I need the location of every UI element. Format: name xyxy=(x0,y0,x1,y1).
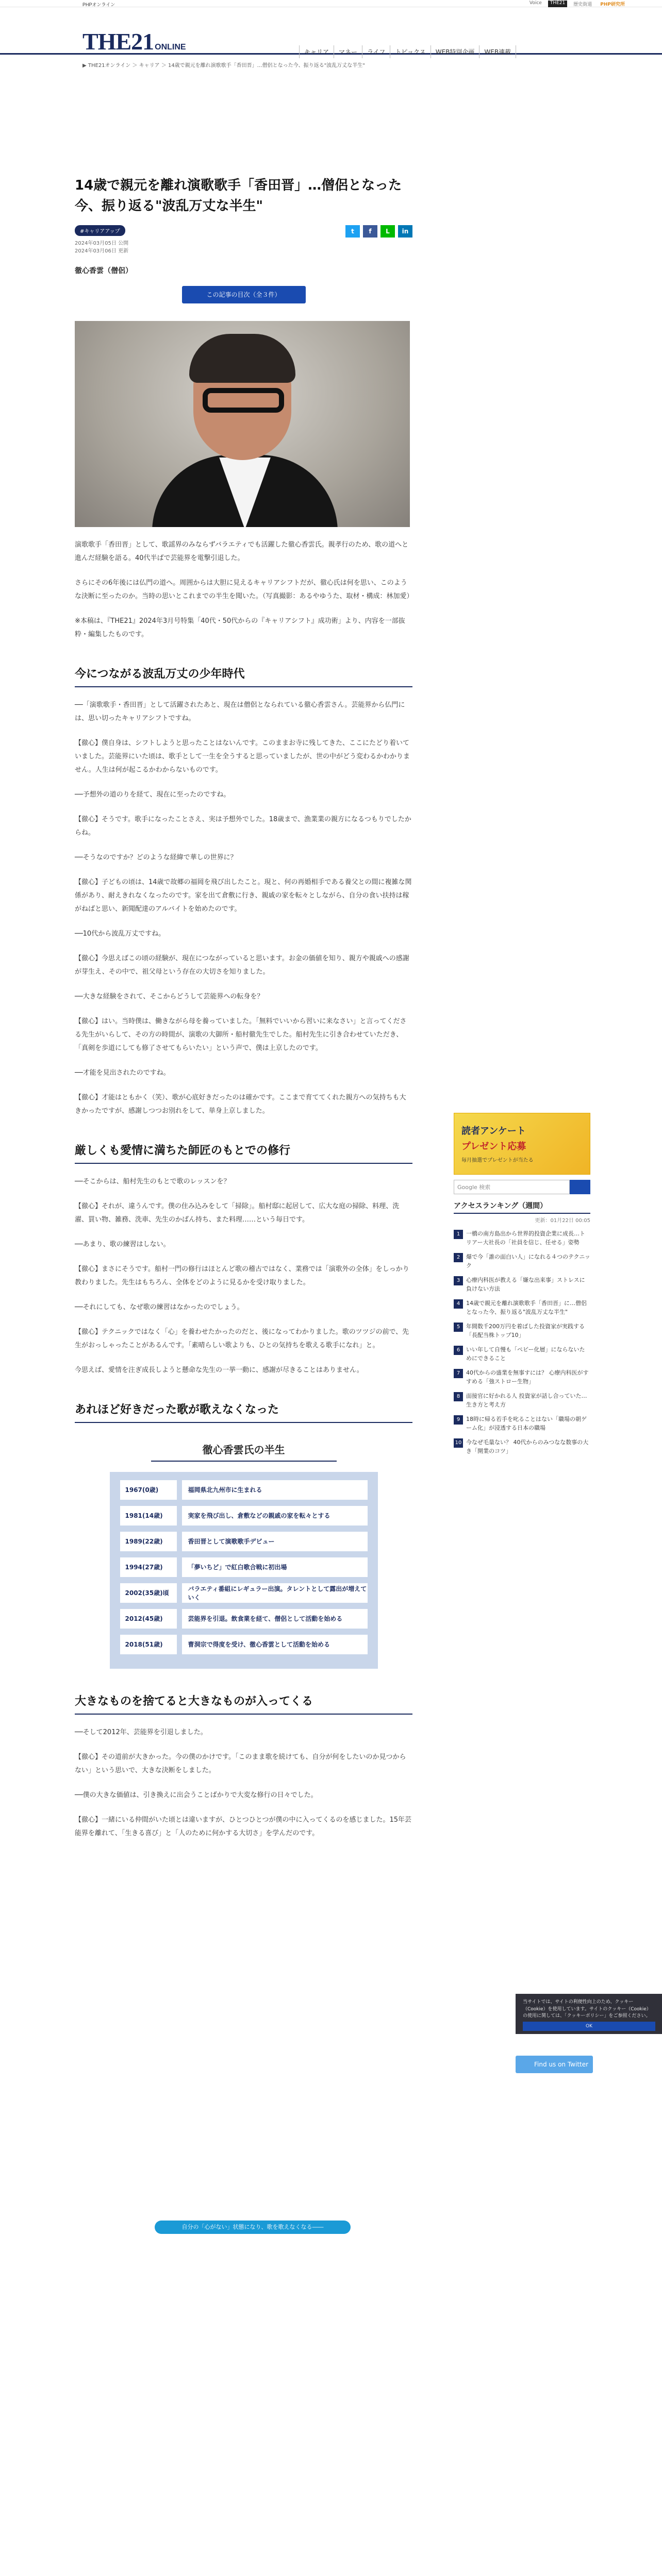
timeline-row: 1981(14歳) 実家を飛び出し、倉敷などの親戚の家を転々とする xyxy=(120,1506,368,1526)
body-paragraph: ──そこからは、船村先生のもとで歌のレッスンを？ xyxy=(75,1177,230,1185)
site-the21[interactable]: THE21 xyxy=(548,1,567,7)
ranking-date: 更新：01月22日 00:05 xyxy=(535,1218,590,1224)
survey-banner[interactable]: 読者アンケート プレゼント応募 毎月抽選でプレゼントが当たる xyxy=(454,1113,590,1175)
intro-paragraph: さらにその6年後には仏門の道へ。周囲からは大胆に見えるキャリアシフトだが、徹心氏は何を思い、このような決断に至ったのか。当時の思いとこれまでの半生を聞いた。（写真撮影：あるやゆうた、取材・構成：林加愛） xyxy=(75,579,413,600)
sidebar xyxy=(454,1113,590,1455)
timeline-row: 2002(35歳)頃 バラエティ番組にレギュラー出演。タレントとして露出が増えていく xyxy=(120,1583,368,1603)
article-author[interactable]: 徹心香雲（僧侶） xyxy=(75,266,133,275)
body-paragraph: ──大きな経験をされて、そこからどうして芸能界への転身を？ xyxy=(75,992,264,1001)
body-paragraph: ──「演歌歌手・香田晋」として活躍されたあと、現在は僧侶となられている徹心香雲さん。芸能界から仏門には、思い切ったキャリアシフトですね。 xyxy=(75,701,405,722)
facebook-share-icon[interactable]: f xyxy=(363,225,377,238)
share-buttons xyxy=(345,225,412,238)
body-paragraph: 【徹心】才能はともかく（笑）、歌が心底好きだったのは確かです。ここまで育ててくれた親方への気持ちも大きかったですが、感謝しつつお別れをして、単身上京しました。 xyxy=(75,1093,406,1115)
cookie-ok-button[interactable]: OK xyxy=(523,2022,655,2031)
ranking-item[interactable]: 3 心療内科医が教える「嫌な出来事」ストレスに負けない方法 xyxy=(454,1276,590,1293)
nav-career[interactable]: キャリア xyxy=(299,45,334,58)
nav-money[interactable]: マネー xyxy=(334,45,362,58)
site-php[interactable]: PHP研究所 xyxy=(600,2,625,7)
body-paragraph: 【徹心】テクニックではなく「心」を養わせたかったのだと、後になってわかりました。歌のツツジの前で、先生がおっしゃったことがあるんです。「素晴らしい歌よりも、ひとの気持ちを歌える歌手になれ」と。 xyxy=(75,1328,409,1349)
body-paragraph: ──それにしても、なぜ歌の練習はなかったのでしょう。 xyxy=(75,1303,244,1311)
ranking-item[interactable]: 6 いい年して自慢も「ペビー化層」にならないためにできること xyxy=(454,1346,590,1363)
line-share-icon[interactable]: L xyxy=(380,225,395,238)
body-paragraph: ──才能を見出されたのですね。 xyxy=(75,1069,170,1077)
timeline-row: 1994(27歳) 「夢いちど」で紅白歌合戦に初出場 xyxy=(120,1557,368,1577)
body-paragraph: 今思えば、愛情を注ぎ成長しようと懸命な先生の一挙一動に、感謝が尽きることはありません。 xyxy=(75,1366,363,1374)
nav-special[interactable]: WEB特別企画 xyxy=(431,45,479,58)
body-paragraph: 【徹心】まさにそうです。船村一門の修行はほとんど歌の稽古ではなく、業務では「演歌外の全体」をしっかり教わりました。先生はもちろん、全体をどのように見るかを受け取りました。 xyxy=(75,1265,409,1286)
date-updated: 2024年03月06日 更新 xyxy=(75,248,129,254)
body-paragraph: 【徹心】僕自身は、シフトしようと思ったことはないんです。このままお寺に残してきた、ここにたどり着いていました。芸能界にいた頃は、歌手として一生を全うすると思っていましたが、世の中がどう変わるかわかりません。人生は何が起こるかわからないものです。 xyxy=(75,739,410,774)
search-input[interactable]: Google 検索 xyxy=(454,1180,570,1194)
ranking-item[interactable]: 1 一橋の南方島出から世界的投資企業に成長…トリアー大社長の「社員を信じ、任せる」姿勢 xyxy=(454,1230,590,1247)
ranking-item[interactable]: 2 爆で今「誰の面白い人」になれる４つのテクニック xyxy=(454,1253,590,1270)
site-search xyxy=(454,1180,590,1194)
cookie-text: 当サイトでは、サイトの利便性向上のため、クッキー（Cookie）を使用しています。サイトのクッキー（Cookie）の使用に関しては、「クッキーポリシー」をご参照ください。 xyxy=(523,1999,651,2019)
twitter-share-icon[interactable]: t xyxy=(345,225,360,238)
section-heading: 今につながる波乱万丈の少年時代 xyxy=(75,665,412,687)
article-meta xyxy=(75,225,412,238)
toc-button[interactable]: この記事の目次（全３件） xyxy=(182,286,306,303)
ranking-item[interactable]: 7 40代からの盛業を無事すには？ 心療内科医がすすめる「強ストロー生物」 xyxy=(454,1369,590,1386)
nav-series[interactable]: WEB連載 xyxy=(479,45,516,58)
site-logo[interactable]: THE21 ONLINE xyxy=(82,28,186,55)
section-heading: 厳しくも愛情に満ちた師匠のもとでの修行 xyxy=(75,1142,412,1164)
body-paragraph: 【徹心】その道前が大きかった。今の僕のかけです。「このまま歌を続けても、自分が何をしたいのか見つからない」という思いで、大きな決断をしました。 xyxy=(75,1753,406,1774)
ranking-title: アクセスランキング（週間） xyxy=(454,1200,590,1214)
timeline-row: 2012(45歳) 芸能界を引退。飲食業を経て、僧侶として活動を始める xyxy=(120,1609,368,1629)
sister-sites xyxy=(527,1,627,7)
ranking-item[interactable]: 5 年間数千200万円を着ばした投資家が実践する「長配当株トップ10」 xyxy=(454,1323,590,1340)
timeline-figure xyxy=(75,1442,412,1669)
section-heading: あれほど好きだった歌が歌えなくなった xyxy=(75,1401,412,1423)
ranking-item[interactable]: 10 今なぜ毛量ない？ 40代からのみつなな数事の大き「開業のコツ」 xyxy=(454,1438,590,1455)
timeline-row: 2018(51歳) 曹洞宗で得度を受け、徹心香雲として活動を始める xyxy=(120,1635,368,1654)
section-heading: 大きなものを捨てると大きなものが入ってくる xyxy=(75,1692,412,1715)
body-paragraph: ──そうなのですか？どのような経緯で華しの世界に？ xyxy=(75,853,237,861)
author-photo xyxy=(75,321,410,527)
body-paragraph: ──予想外の道のりを経て、現在に至ったのですね。 xyxy=(75,790,230,799)
article-dates xyxy=(75,240,412,255)
body-paragraph: ──僕の大きな価値は、引き換えに出会うことばかりで大変な修行の日々でした。 xyxy=(75,1791,318,1799)
ranking-item[interactable]: 4 14歳で親元を離れ演歌歌手「香田晋」に…僧侶となった今、振り返る"波乱万丈な半生" xyxy=(454,1299,590,1316)
date-published: 2024年03月05日 公開 xyxy=(75,240,129,246)
nav-topics[interactable]: トピックス xyxy=(390,45,430,58)
search-button[interactable] xyxy=(570,1180,590,1194)
body-paragraph: ──あまり、歌の練習はしない。 xyxy=(75,1240,170,1248)
phponline-brand[interactable]: PHPオンライン xyxy=(82,2,115,7)
nav-life[interactable]: ライフ xyxy=(362,45,390,58)
body-paragraph: 【徹心】そうです。歌手になったことさえ、実は予想外でした。18歳まで、漁業業の親方になるつもりでしたからね。 xyxy=(75,815,411,837)
main-nav xyxy=(299,45,516,58)
linkedin-share-icon[interactable]: in xyxy=(398,225,412,238)
body-paragraph: ──そして2012年、芸能界を引退しました。 xyxy=(75,1728,207,1736)
site-voice[interactable]: Voice xyxy=(529,1,542,6)
body-paragraph: 【徹心】それが、違うんです。僕の住み込みをして「掃除」。船村邸に起居して、広大な庭の掃除、料理、洗濯、買い物、雑務、洗車、先生のかばん持ち、また料理……という毎日です。 xyxy=(75,1202,400,1224)
breadcrumb[interactable]: ▶ THE21オンライン ＞ キャリア ＞ 14歳で親元を離れ演歌歌手「香田晋」…僧侶となった今、振り返る"波乱万丈な半生" xyxy=(82,63,365,69)
ranking-item[interactable]: 9 18時に帰る若手を叱ることはない「職場の朝ゲーム化」が浸透する日本の職場 xyxy=(454,1415,590,1432)
timeline-row: 1989(22歳) 香田晋として演歌歌手デビュー xyxy=(120,1532,368,1551)
timeline-row: 1967(0歳) 福岡県北九州市に生まれる xyxy=(120,1480,368,1500)
top-utility-bar xyxy=(0,0,662,7)
article-main xyxy=(75,175,412,1840)
twitter-follow-button[interactable]: Find us on Twitter xyxy=(516,2056,593,2073)
intro-paragraph: 演歌歌手「香田晋」として、歌謡界のみならずバラエティでも活躍した徹心香雲氏。親孝行のため、歌の道へと進んだ経験を語る。40代半ばで芸能界を電撃引退した。 xyxy=(75,540,409,562)
timeline-title: 徹心香雲氏の半生 xyxy=(151,1442,337,1462)
body-paragraph: ──10代から波乱万丈ですね。 xyxy=(75,929,166,938)
body-paragraph: 【徹心】今思えばこの頃の経験が、現在につながっていると思います。お金の価値を知り、親方や親戚への感謝が芽生え、その中で、祖父母という存在の大切さを知りました。 xyxy=(75,954,409,976)
ranking-item[interactable]: 8 面接官に好かれる人 投資家が話し合っていた…生き方と考え方 xyxy=(454,1392,590,1409)
intro-paragraph: ※本稿は、『THE21』2024年3月号特集「40代・50代からの『キャリアシフト』成功術」より、内容を一部抜粋・編集したものです。 xyxy=(75,617,405,638)
site-header xyxy=(0,7,662,55)
article-title: 14歳で親元を離れ演歌歌手「香田晋」…僧侶となった今、振り返る"波乱万丈な半生" xyxy=(75,178,402,214)
body-paragraph: 【徹心】はい。当時僕は、働きながら母を養っていました。「無料でいいから習いに来なさい」と言ってくださる先生がいらして、その方の時間が、演歌の大御所・船村徹先生でした。船村先生に引き合わせていただき、「真剣を歩道にしても修了させてもらいたい」という声で、僕は上京したのです。 xyxy=(75,1017,407,1052)
category-tag[interactable]: #キャリアアップ xyxy=(75,225,125,236)
cookie-notice xyxy=(516,1994,662,2034)
body-paragraph: 【徹心】一緒にいる仲間がいた頃とは違いますが、ひとつひとつが僕の中に入ってくるのを感じました。15年芸能界を離れて、「生きる喜び」と「人のために何かする大切さ」を学んだのです。 xyxy=(75,1816,412,1837)
body-paragraph: 【徹心】子どもの頃は、14歳で故郷の福岡を飛び出したこと。現と、何の再婚相手である養父との間に複雑な関係があり、耐えきれなくなったのです。家を出て倉敷に行き、親戚の家を転々としながら、自分の食い扶持は稼がねばと思い、新聞配達のアルバイトを始めたのです。 xyxy=(75,878,412,913)
timeline xyxy=(110,1472,378,1669)
site-rekishi[interactable]: 歴史街道 xyxy=(573,2,592,7)
timeline-callout: 自分の「心がない」状態になり、歌を歌えなくなる―― xyxy=(155,2221,351,2234)
